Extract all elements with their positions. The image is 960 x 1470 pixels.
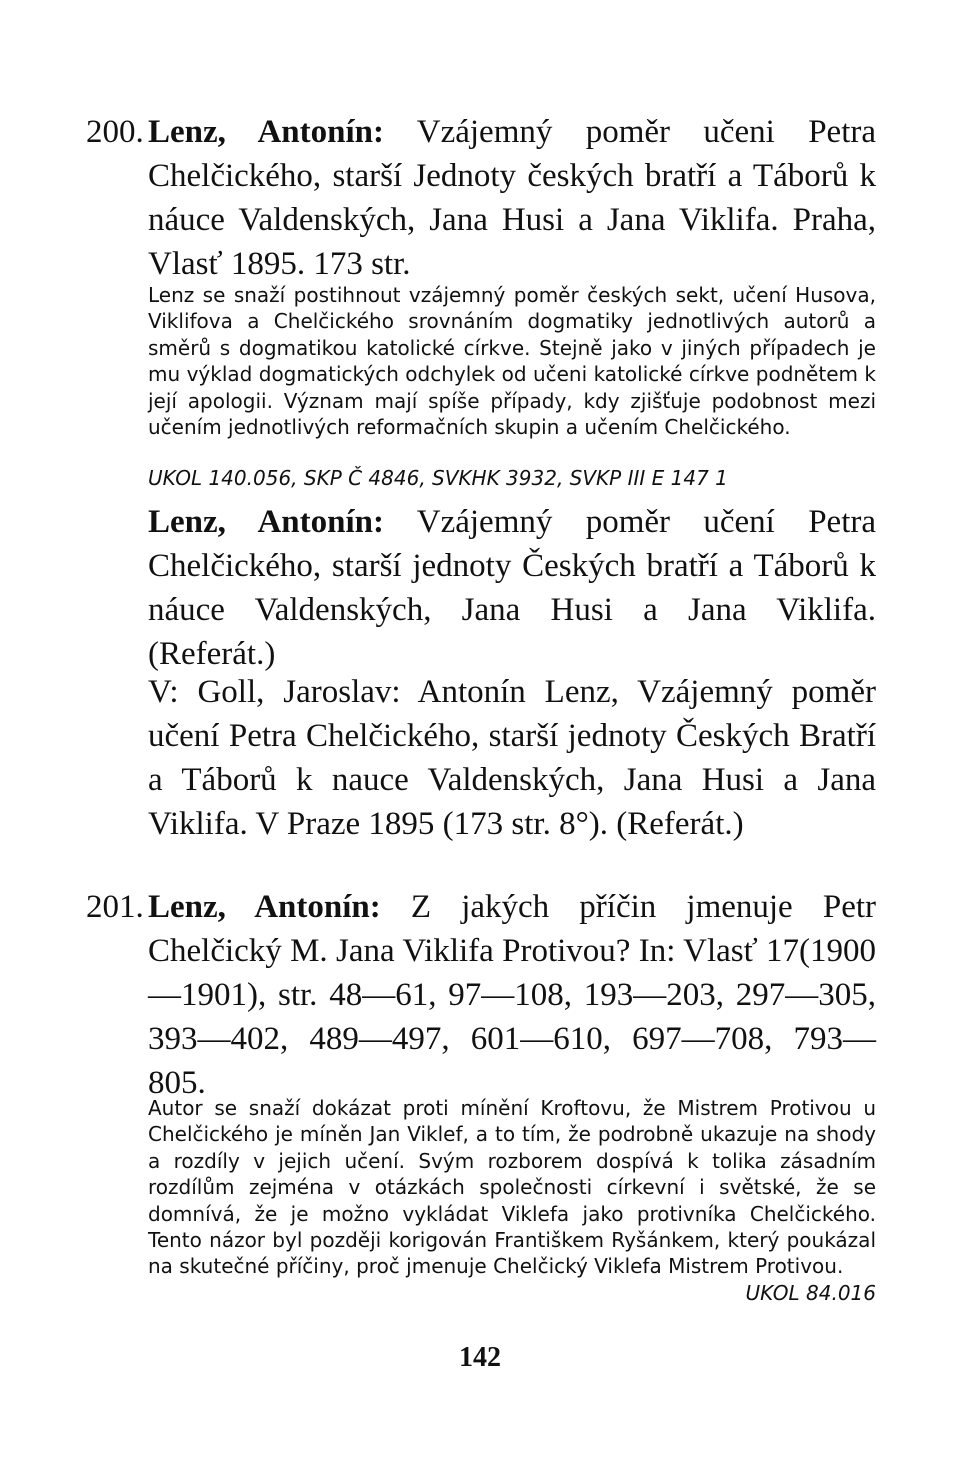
entry-author: Lenz, Antonín:: [148, 889, 381, 925]
review-author: Lenz, Antonín:: [148, 504, 384, 540]
entry-title: Vzájemný poměr učeni Petra Chelčického, starší Jednoty českých bratří a Táborů k náuce Valdenských, Jana Husi a Jana Viklifa. Praha, Vlasť 1895. 173 str.: [148, 114, 876, 282]
entry-author: Lenz, Antonín:: [148, 114, 384, 150]
page-number: 142: [459, 1342, 501, 1373]
review-title: Vzájemný poměr učení Petra Chelčického, starší jednoty Českých bratří a Táborů k náuce Valdenských, Jana Husi a Jana Viklifa. (Referát.): [148, 504, 876, 672]
annotation-text: Autor se snaží dokázat proti mínění Kroftovu, že Mistrem Protivou u Chelčického je míněn Jan Viklef, a to tím, že podrobně ukazuje na shody a rozdíly v jejich učení. Svým rozborem dospívá k tolika zásadním rozdílům zejména v otázkách společnosti církevní i světské, že se domnívá, že je možno vykládat Viklefa jako protivníka Chelčického. Tento názor byl později korigován Františkem Ryšánkem, který poukázal na skutečné příčiny, proč jmenuje Chelčický Viklefa Mistrem Protivou.: [148, 1096, 876, 1279]
entry-citation: [148, 110, 876, 286]
entry-annotation: [148, 1095, 876, 1306]
entry-citation: [148, 885, 876, 1105]
entry-number: 201.: [86, 889, 144, 925]
entry-title: Z jakých příčin jmenuje Petr Chelčický M. Jana Viklifa Protivou? In: Vlasť 17(1900—1901), str. 48—61, 97—108, 193—203, 297—305, 393—402, 489—497, 601—610, 697—708, 793—805.: [148, 889, 876, 1101]
review-citation-2: V: Goll, Jaroslav: Antonín Lenz, Vzájemný poměr učení Petra Chelčického, starší jednoty Českých Bratří a Táborů k nauce Valdenských, Jana Husi a Jana Viklifa. V Praze 1895 (173 str. 8°). (Referát.): [148, 674, 876, 842]
entry-sources: UKOL 140.056, SKP Č 4846, SVKHK 3932, SVKP III E 147 1: [148, 466, 728, 490]
entry-number: 200.: [86, 114, 144, 150]
entry-sources: UKOL 84.016: [745, 1280, 876, 1305]
entry-annotation: Lenz se snaží postihnout vzájemný poměr českých sekt, učení Husova, Viklifova a Chelčického srovnáním dogmatiky jednotlivých autorů a směrů s dogmatikou katolické církve. Stejně jako v jiných případech je mu výklad dogmatických odchylek od učeni katolické církve podnětem k její apologii. Význam mají spíše případy, kdy zjišťuje podobnost mezi učením jednotlivých reformačních skupin a učením Chelčického.: [148, 283, 876, 440]
review-citation: [148, 500, 876, 676]
